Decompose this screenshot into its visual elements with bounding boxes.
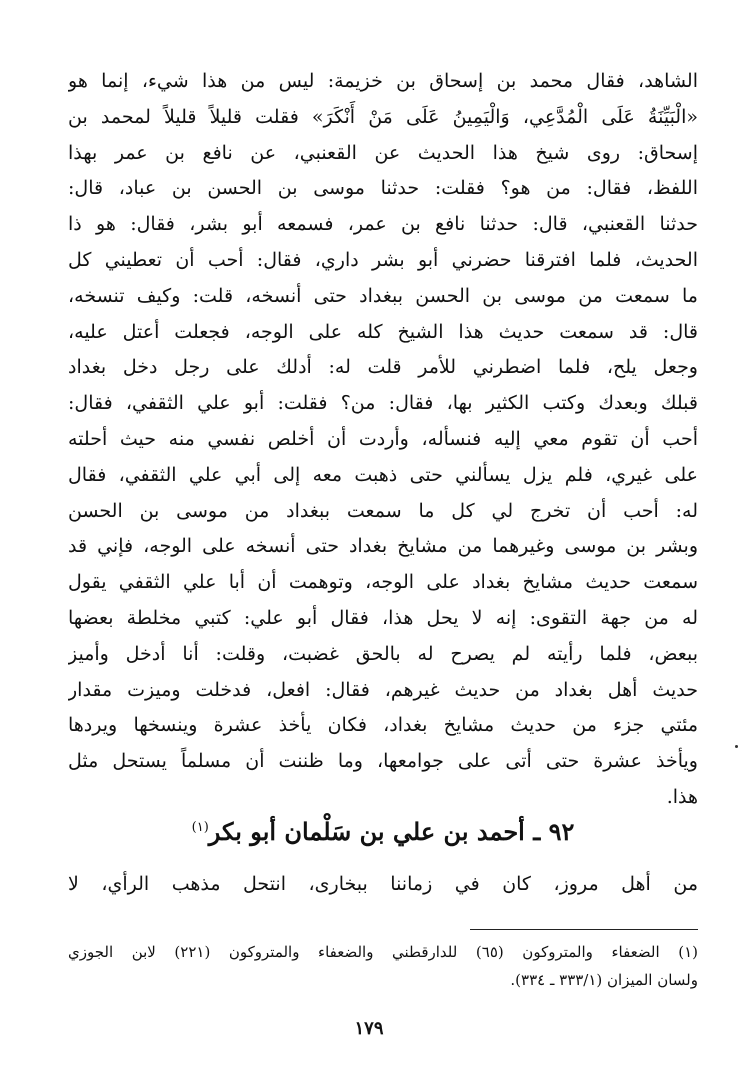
text-line-last: هذا.: [666, 785, 698, 808]
text-line: أحب أن تقوم معي إليه فنسأله، وأردت أن أخلص نفسي منه حيث أحلته: [68, 427, 698, 450]
text-line: سمعت حديث مشايخ بغداد على الوجه، وتوهمت أن أبا علي الثقفي يقول: [68, 571, 698, 594]
text-line: إسحاق: روى شيخ هذا الحديث عن القعنبي، عن نافع بن عمر بهذا: [68, 141, 698, 164]
text-line: له من جهة التقوى: إنه لا يحل هذا، فقال أبو علي: كتبي مخلطة بعضها: [68, 606, 698, 629]
text-line: ويأخذ عشرة حتى أتى على جوامعها، وما ظننت أن مسلماً يستحل مثل: [68, 750, 698, 773]
entry-first-line: من أهل مروز، كان في زماننا ببخارى، انتحل مذهب الرأي، لا: [68, 873, 698, 895]
text-line: اللفظ، فقال: من هو؟ فقلت: حدثنا موسى بن الحسن بن عباد، قال:: [68, 177, 698, 200]
text-line: له: أحب أن تخرج لي كل ما سمعت ببغداد من موسى بن الحسن: [68, 499, 698, 522]
footnote: [68, 938, 698, 994]
text-line: الحديث، فلما افترقنا حضرني أبو بشر داري، فقال: أحب أن تعطيني كل: [68, 248, 698, 271]
body-text: [68, 64, 698, 816]
text-line: وبشر بن موسى وغيرهما من مشايخ بغداد حتى أنسخه على الوجه، فإني قد: [68, 535, 698, 558]
text-line: ما سمعت من موسى بن الحسن ببغداد حتى أنسخه، قلت: وكيف تنسخه،: [68, 284, 698, 307]
text-line: حدثنا القعنبي، قال: حدثنا نافع بن عمر، فسمعه أبو بشر، فقال: هو ذا: [68, 213, 698, 236]
entry-heading-text: ٩٢ ـ أحمد بن علي بن سَلْمان أبو بكر: [208, 817, 575, 846]
text-line: قبلك وبعدك وكتب الكثير بها، فقال: من؟ فقلت: أبو علي الثقفي، فقال:: [68, 392, 698, 415]
footnote-divider: [470, 929, 698, 930]
footnote-line: ولسان الميزان (٣٣٣/١ ـ ٣٣٤).: [510, 971, 698, 989]
text-line: «الْبَيِّنَةُ عَلَى الْمُدَّعِي، وَالْيَمِينُ عَلَى مَنْ أَنْكَرَ» فقلت قليلاً قليلاً لمحمد بن: [68, 105, 698, 128]
text-line: مئتي جزء من حديث مشايخ بغداد، فكان يأخذ عشرة وينسخها ويردها: [68, 714, 698, 737]
footnote-line: (١) الضعفاء والمتروكون (٦٥) للدارقطني والضعفاء والمتروكون (٢٢١) لابن الجوزي: [68, 943, 698, 961]
text-line: حديث أهل بغداد من حديث غيرهم، فقال: افعل، فدخلت وميزت مقدار: [68, 678, 698, 701]
page-number: ١٧٩: [354, 1018, 384, 1039]
text-line: وجعل يلح، فلما اضطرني للأمر قلت له: أدلك على رجل دخل بغداد: [68, 356, 698, 379]
text-line: قال: قد سمعت حديث هذا الشيخ كله على الوجه، فجعلت أعتل عليه،: [68, 320, 698, 343]
text-line: الشاهد، فقال محمد بن إسحاق بن خزيمة: ليس من هذا شيء، إنما هو: [68, 70, 698, 92]
text-line: على غيري، فلم يزل يسألني حتى ذهبت معه إلى أبي علي الثقفي، فقال: [68, 463, 698, 486]
text-line: ببعض، فلما رأيته لم يصرح له بالحق غضبت، وقلت: أنا أدخل وأميز: [68, 642, 698, 665]
entry-heading: [68, 808, 698, 852]
footnote-reference: (١): [191, 820, 209, 835]
